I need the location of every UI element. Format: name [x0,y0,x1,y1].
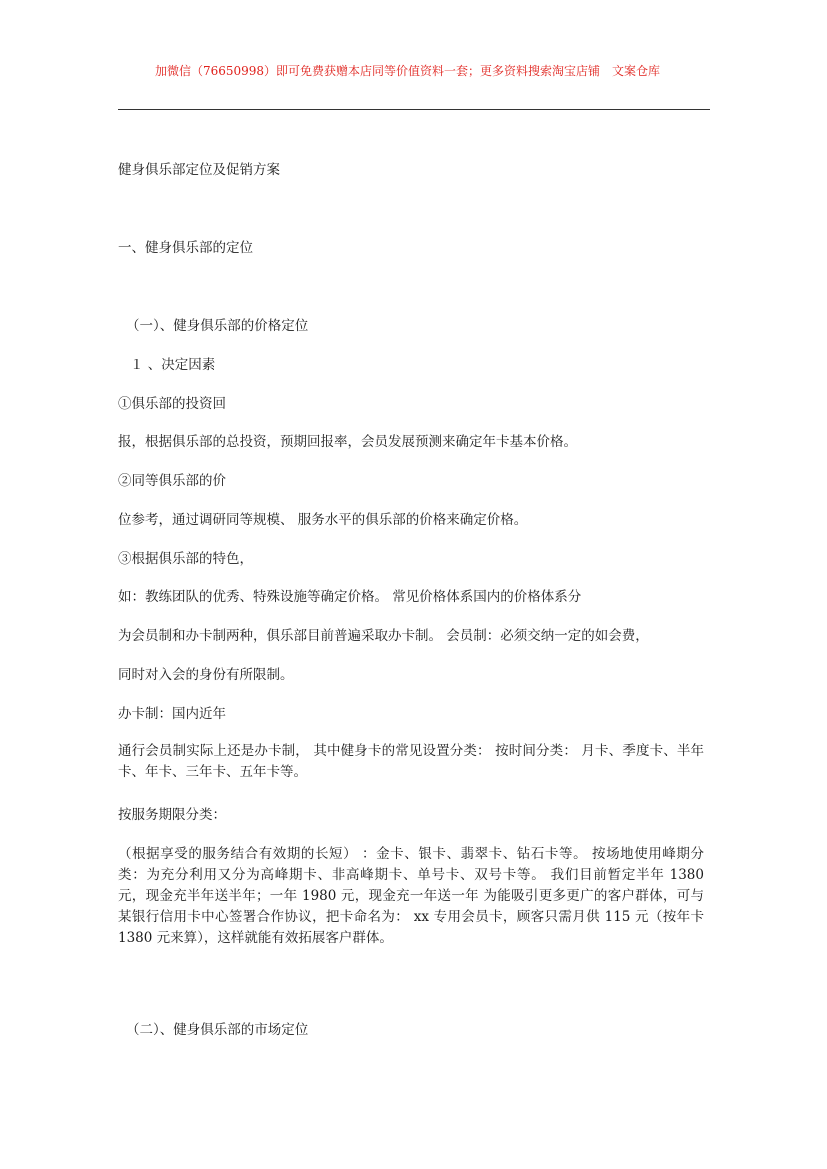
section-heading: 一、健身俱乐部的定位 [118,240,253,256]
header-divider [118,109,710,110]
card-system-paragraph: 通行会员制实际上还是办卡制， 其中健身卡的常见设置分类： 按时间分类： 月卡、季度卡、半年卡、年卡、三年卡、五年卡等。 [118,743,704,780]
paragraph-line: 同时对入会的身份有所限制。 [118,667,294,683]
factor-body: 位参考，通过调研同等规模、 服务水平的俱乐部的价格来确定价格。 [118,512,528,528]
header-promo-text: 加微信（76650998）即可免费获赠本店同等价值资料一套；更多资料搜索淘宝店铺 文案仓库 [154,64,661,78]
factor-title: ③根据俱乐部的特色， [118,551,253,567]
subsection-heading: （一）、健身俱乐部的价格定位 [126,318,309,334]
factor-title: ②同等俱乐部的价 [118,473,226,489]
service-period-title: 按服务期限分类： [118,807,226,823]
factor-body: 如：教练团队的优秀、特殊设施等确定价格。 常见价格体系国内的价格体系分 [118,589,582,605]
subsection-heading: （二）、健身俱乐部的市场定位 [126,1022,309,1038]
service-period-paragraph: （根据享受的服务结合有效期的长短） ：金卡、银卡、翡翠卡、钻石卡等。 按场地使用峰期分类：为充分利用又分为高峰期卡、非高峰期卡、单号卡、双号卡等。 我们目前暂定半年 1380 元，现金充半年送半年；一年 1980 元，现金充一年送一年 为能吸引更多更广的客户群体，可与某银行信用卡中心签署合作协议，把卡命名为： xx 专用会员卡，顾客只需月供 115 元（按年卡 1380 元来算），这样就能有效拓展客户群体。 [118,846,704,946]
document-title: 健身俱乐部定位及促销方案 [118,162,280,178]
factor-title: ①俱乐部的投资回 [118,396,226,412]
item-heading: １ 、决定因素 [130,357,216,373]
paragraph-line: 为会员制和办卡制两种，俱乐部目前普遍采取办卡制。 会员制：必须交纳一定的如会费， [118,628,649,644]
card-system-title: 办卡制：国内近年 [118,706,226,722]
factor-body: 报，根据俱乐部的总投资，预期回报率，会员发展预测来确定年卡基本价格。 [118,434,577,450]
